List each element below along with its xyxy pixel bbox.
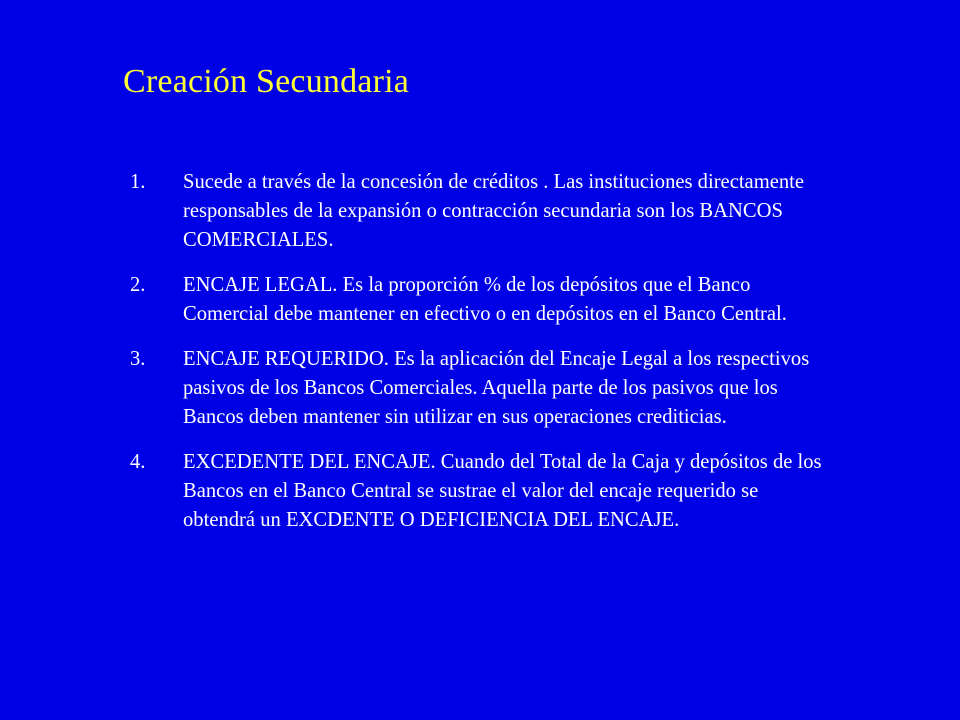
list-item-number: 1. (130, 171, 146, 193)
list-item (130, 448, 830, 535)
numbered-list (130, 168, 830, 551)
slide-title: Creación Secundaria (123, 63, 410, 100)
list-item (130, 345, 830, 432)
list-item-number: 2. (130, 274, 146, 296)
list-item-text: ENCAJE LEGAL. Es la proporción % de los depósitos que el Banco Comercial debe mantener en efectivo o en depósitos en el Banco Central. (183, 274, 787, 325)
list-item (130, 271, 830, 329)
list-item-number: 4. (130, 451, 146, 473)
list-item-text: ENCAJE REQUERIDO. Es la aplicación del Encaje Legal a los respectivos pasivos de los Bancos Comerciales. Aquella parte de los pasivos que los Bancos deben mantener sin utilizar en sus operaciones crediticias. (183, 348, 810, 428)
list-item-number: 3. (130, 348, 146, 370)
list-item-text: Sucede a través de la concesión de créditos . Las instituciones directamente responsables de la expansión o contracción secundaria son los BANCOS COMERCIALES. (183, 171, 805, 251)
list-item (130, 168, 830, 255)
list-item-text: EXCEDENTE DEL ENCAJE. Cuando del Total de la Caja y depósitos de los Bancos en el Banco Central se sustrae el valor del encaje requerido se obtendrá un EXCDENTE O DEFICIENCIA DEL ENCAJE. (183, 451, 822, 531)
